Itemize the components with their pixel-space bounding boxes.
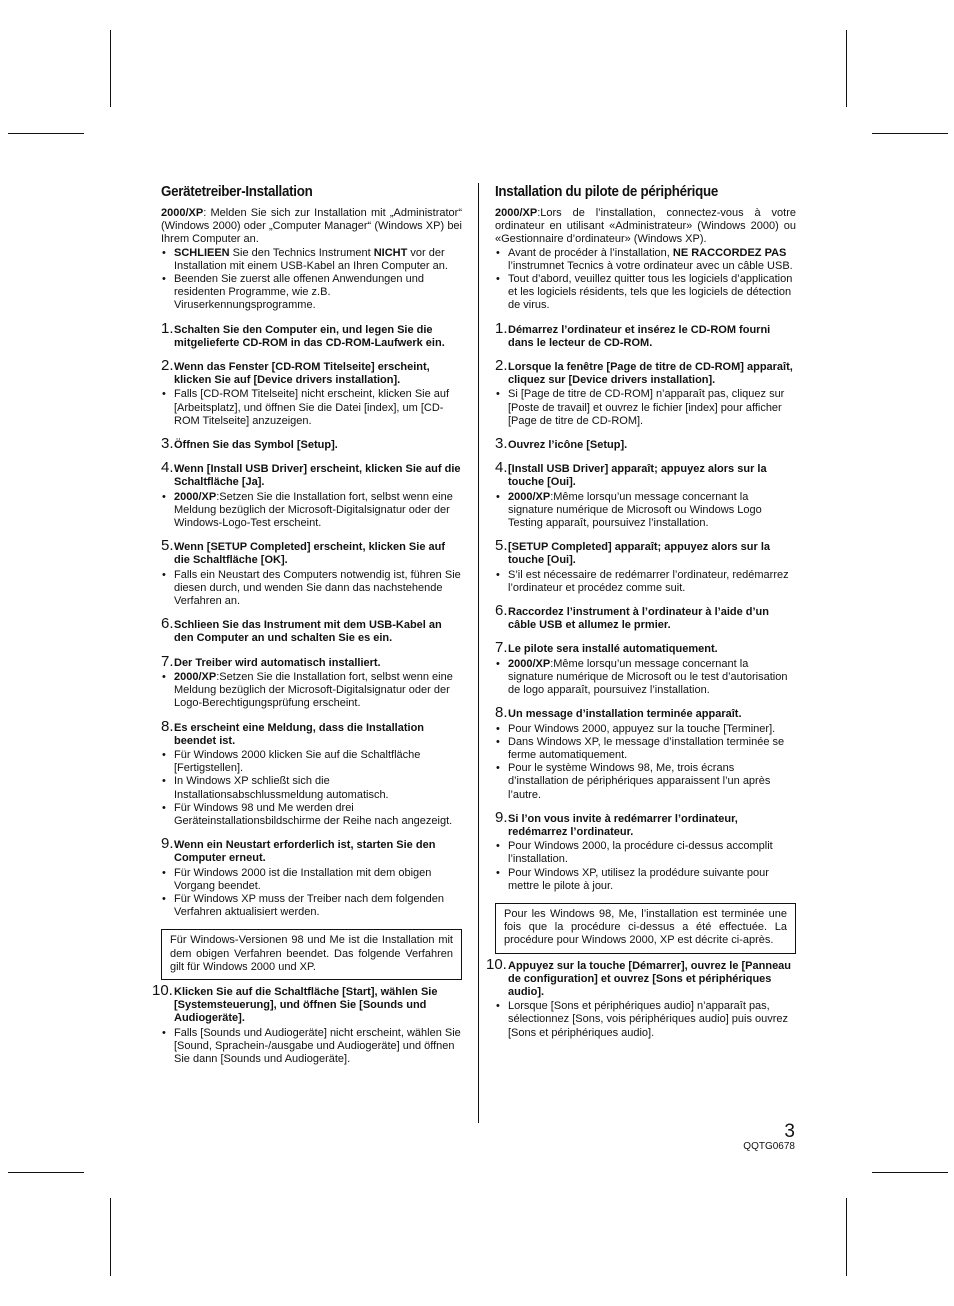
crop-mark-bottom-right-horizontal: [872, 1172, 948, 1173]
step: [161, 717, 462, 829]
intro-paragraph: [495, 207, 796, 247]
step-list: [161, 319, 462, 920]
step-number: 1.: [161, 319, 174, 337]
list-item: [495, 388, 796, 428]
step-number: 7.: [495, 639, 508, 657]
step-number: 8.: [161, 717, 174, 735]
bullet-text: Pour Windows 2000, la procédure ci-dessus accomplit l’installation.: [508, 840, 773, 866]
section-title: Installation du pilote de périphérique: [495, 184, 718, 200]
step-instruction: Der Treiber wird automatisch installiert.: [174, 656, 381, 669]
prerequisite-list: [495, 247, 796, 313]
list-item: [495, 1000, 796, 1040]
step-instruction: Un message d’installation terminée apparaît.: [508, 708, 742, 721]
step-instruction: Klicken Sie auf die Schaltfläche [Start], wählen Sie [Systemsteuerung], und öffnen Sie [Sounds und Audiogeräte].: [174, 985, 438, 1025]
intro-label: 2000/XP: [161, 207, 204, 219]
step-notes: [161, 1027, 462, 1067]
step-instruction: Wenn [Install USB Driver] erscheint, klicken Sie auf die Schaltfläche [Ja].: [174, 463, 461, 489]
step-number: 4.: [495, 459, 508, 477]
step-number: 5.: [161, 537, 174, 555]
bullet-text: l’instrumnet Tecnics à votre ordinateur avec un câble USB.: [508, 259, 793, 272]
step: [161, 537, 462, 608]
list-item: [161, 247, 462, 273]
step: [495, 639, 796, 697]
list-item: [495, 273, 796, 313]
emphasis: NICHT: [373, 246, 408, 259]
list-item: [161, 273, 462, 313]
step: [161, 652, 462, 711]
step: [161, 319, 462, 350]
step-instruction: Démarrez l’ordinateur et insérez le CD-ROM fourni dans le lecteur de CD-ROM.: [508, 323, 771, 349]
crop-mark-top-right-horizontal: [872, 133, 948, 134]
step-number: 4.: [161, 459, 174, 477]
list-item: [495, 658, 796, 698]
list-item: [161, 802, 462, 828]
bullet-text: Sie den Technics Instrument: [229, 246, 374, 259]
column-german: [152, 183, 462, 1066]
step-notes: [495, 569, 796, 595]
step-number: 2.: [161, 357, 174, 375]
step: [161, 435, 462, 453]
step: [495, 808, 796, 893]
step: [161, 615, 462, 645]
bullet-text: Falls [CD-ROM Titelseite] nicht erscheint, klicken Sie auf [Arbeitsplatz], und öffnen Sie die Datei [index], um [CD-ROM Titelseite] anzuzeigen.: [174, 388, 450, 427]
step-list: [495, 319, 796, 893]
list-item: [161, 671, 462, 711]
step-number: 10.: [152, 981, 173, 999]
step-number: 8.: [495, 704, 508, 722]
bullet-text: S’il est nécessaire de redémarrer l’ordinateur, redémarrez l’ordinateur et procédez comme suit.: [508, 568, 789, 594]
bullet-text: Pour Windows 2000, appuyez sur la touche [Terminer].: [508, 722, 776, 735]
step-notes: [495, 388, 796, 428]
step-instruction: Ouvrez l’icône [Setup].: [508, 439, 628, 452]
emphasis: SCHLIEEN: [174, 246, 230, 259]
bullet-text: Tout d’abord, veuillez quitter tous les logiciels d’application et les logiciels résidents, tels que les logiciels de détection de virus.: [508, 273, 793, 312]
step-number: 6.: [495, 602, 508, 620]
step-instruction: Appuyez sur la touche [Démarrer], ouvrez le [Panneau de configuration] et ouvrez [Sons et périphériques audio].: [508, 959, 792, 998]
emphasis: NE RACCORDEZ PAS: [672, 246, 787, 259]
list-item: [161, 775, 462, 801]
step-10-container: [152, 981, 462, 1066]
crop-mark-bottom-left-vertical: [110, 1198, 111, 1276]
bullet-text: Für Windows 2000 ist die Installation mit dem obigen Vorgang beendet.: [174, 866, 432, 892]
step: [495, 435, 796, 453]
crop-mark-top-left-vertical: [110, 30, 111, 107]
bullet-text: :Setzen Sie die Installation fort, selbst wenn eine Meldung bezüglich der Microsoft-Digitalsignatur oder der Logo-Berechtigungsprüfung erscheint.: [174, 670, 453, 710]
step: [495, 459, 796, 530]
step-number: 9.: [495, 808, 508, 826]
bullet-text: Si [Page de titre de CD-ROM] n’apparaît pas, cliquez sur [Poste de travail] et ouvrez le fichier [index] pour afficher [Page de titre de CD-ROM].: [508, 388, 785, 427]
list-item: [495, 247, 796, 273]
list-item: [495, 569, 796, 595]
list-item: [495, 491, 796, 531]
step: [495, 537, 796, 595]
list-item: [495, 723, 796, 736]
step-instruction: [SETUP Completed] apparaît; appuyez alors sur la touche [Oui].: [508, 541, 771, 567]
column-french: [486, 183, 796, 1040]
step-number: 3.: [495, 435, 508, 453]
step-instruction: Wenn ein Neustart erforderlich ist, starten Sie den Computer erneut.: [174, 839, 436, 865]
step-notes: [495, 491, 796, 531]
document-code: QQTG0678: [743, 1141, 795, 1152]
bullet-text: Lorsque [Sons et périphériques audio] n’apparaît pas, sélectionnez [Sons, vois périphériques audio] puis ouvrez [Sons et périphériques audio].: [508, 1000, 789, 1039]
bullet-text: Dans Windows XP, le message d’installation terminée se ferme automatiquement.: [508, 735, 785, 761]
os-label: 2000/XP: [174, 670, 217, 683]
bullet-text: Für Windows 98 und Me werden drei Geräteinstallationsbildschirme der Reihe nach angezeigt.: [174, 801, 453, 827]
intro-text: :Lors de l’installation, connectez-vous à votre ordinateur en utilisant «Administrateur» (Windows 2000) ou «Gestionnaire d’ordinateur» (Windows XP).: [495, 207, 796, 246]
step-notes: [161, 867, 462, 920]
step-notes: [495, 723, 796, 802]
column-divider: [478, 183, 479, 1123]
list-item: [161, 569, 462, 609]
intro-paragraph: [161, 207, 462, 247]
step-number: 7.: [161, 652, 174, 670]
section-title: Gerätetreiber-Installation: [161, 184, 313, 200]
bullet-text: Für Windows XP muss der Treiber nach dem folgenden Verfahren aktualisiert werden.: [174, 892, 445, 919]
step-number: 9.: [161, 835, 174, 853]
step-notes: [495, 840, 796, 893]
step-instruction: Wenn [SETUP Completed] erscheint, klicken Sie auf die Schaltfläche [OK].: [174, 541, 445, 567]
bullet-text: :Même lorsqu’un message concernant la signature numérique de Microsoft ou Windows Logo Testing apparaît, poursuivez l’installation.: [508, 490, 762, 530]
list-item: [161, 491, 462, 531]
step-10-container: [486, 955, 796, 1040]
os-label: 2000/XP: [508, 657, 551, 670]
step: [486, 955, 796, 1040]
crop-mark-top-right-vertical: [846, 30, 847, 107]
bullet-text: Pour Windows XP, utilisez la prodédure suivante pour mettre le pilote à jour.: [508, 866, 769, 892]
step: [495, 319, 796, 350]
bullet-text: :Setzen Sie die Installation fort, selbst wenn eine Meldung bezüglich der Microsoft-Digitalsignatur oder der Windows-Logo-Test erscheint.: [174, 490, 453, 530]
page-number: 3: [784, 1121, 795, 1142]
step-notes: [161, 388, 462, 428]
list-item: [161, 1027, 462, 1067]
intro-label: 2000/XP: [495, 207, 538, 219]
step-number: 10.: [486, 955, 507, 973]
step-instruction: Raccordez l’instrument à l’ordinateur à l’aide d’un câble USB et allumez le prmier.: [508, 606, 769, 632]
bullet-text: Beenden Sie zuerst alle offenen Anwendungen und residenten Programme, wie z.B. Viruserkennungsprogramme.: [174, 273, 424, 312]
bullet-text: :Même lorsqu’un message concernant la signature numérique de Microsoft ou le test d’autorisation de logo apparaît, poursuivez l’installation.: [508, 657, 788, 697]
step: [495, 704, 796, 801]
step-notes: [161, 671, 462, 711]
step-notes: [495, 658, 796, 698]
step-number: 6.: [161, 615, 174, 633]
list-item: [495, 840, 796, 866]
step-number: 3.: [161, 435, 174, 453]
step-instruction: Schalten Sie den Computer ein, und legen Sie die mitgelieferte CD-ROM in das CD-ROM-Laufwerk ein.: [174, 323, 445, 349]
list-item: [161, 867, 462, 893]
step-number: 1.: [495, 319, 508, 337]
note-box: Pour les Windows 98, Me, l’installation est terminée une fois que la procédure ci-dessus a été effectuée. La procédure pour Windows 2000, XP est décrite ci-après.: [495, 903, 796, 954]
list-item: [161, 388, 462, 428]
bullet-text: Falls ein Neustart des Computers notwendig ist, führen Sie diesen durch, und wenden Sie dann das nachstehende Verfahren an.: [174, 568, 461, 608]
bullet-text: Falls [Sounds und Audiogeräte] nicht erscheint, wählen Sie [Sound, Sprachein-/ausgabe und Audiogeräte] und öffnen Sie dann [Sounds und Audiogeräte].: [174, 1026, 461, 1065]
step-instruction: Wenn das Fenster [CD-ROM Titelseite] erscheint, klicken Sie auf [Device drivers installation].: [174, 361, 430, 387]
prerequisite-list: [161, 247, 462, 313]
step-notes: [161, 491, 462, 531]
list-item: [161, 893, 462, 919]
step-instruction: Lorsque la fenêtre [Page de titre de CD-ROM] apparaît, cliquez sur [Device drivers installation].: [508, 361, 793, 387]
crop-mark-bottom-right-vertical: [846, 1198, 847, 1276]
list-item: [495, 867, 796, 893]
step-instruction: Es erscheint eine Meldung, dass die Installation beendet ist.: [174, 721, 425, 747]
step: [152, 981, 462, 1066]
step-number: 2.: [495, 357, 508, 375]
bullet-text: Pour le système Windows 98, Me, trois écrans d’installation de périphériques apparaissent l’un après l’autre.: [508, 762, 771, 801]
crop-mark-top-left-horizontal: [8, 133, 84, 134]
bullet-text: Avant de procéder à l’installation,: [508, 246, 673, 259]
step-instruction: [Install USB Driver] apparaît; appuyez alors sur la touche [Oui].: [508, 463, 767, 489]
intro-text: : Melden Sie sich zur Installation mit „Administrator“ (Windows 2000) oder „Computer Manager“ (Windows XP) bei Ihrem Computer an.: [161, 207, 462, 246]
step-number: 5.: [495, 537, 508, 555]
step-notes: [161, 569, 462, 609]
bullet-text: In Windows XP schließt sich die Installationsabschlussmeldung automatisch.: [174, 775, 389, 801]
step-instruction: Schlieen Sie das Instrument mit dem USB-Kabel an den Computer an und schalten Sie es ein.: [174, 619, 442, 645]
step-notes: [495, 1000, 796, 1040]
step-instruction: Si l’on vous invite à redémarrer l’ordinateur, redémarrez l’ordinateur.: [508, 812, 738, 838]
bullet-text: Für Windows 2000 klicken Sie auf die Schaltfläche [Fertigstellen].: [174, 748, 421, 775]
note-box: Für Windows-Versionen 98 und Me ist die Installation mit dem obigen Verfahren beendet. Das folgende Verfahren gilt für Windows 2000 und XP.: [161, 929, 462, 980]
step: [495, 602, 796, 632]
list-item: [495, 736, 796, 762]
step-notes: [161, 749, 462, 828]
step: [161, 459, 462, 530]
step-instruction: Le pilote sera installé automatiquement.: [508, 643, 718, 656]
bullet-text: vor der Installation mit einem USB-Kabel an Ihren Computer an.: [174, 246, 448, 272]
list-item: [161, 749, 462, 775]
step: [161, 357, 462, 428]
step: [161, 835, 462, 919]
list-item: [495, 762, 796, 802]
step-instruction: Öffnen Sie das Symbol [Setup].: [174, 439, 338, 452]
os-label: 2000/XP: [174, 490, 217, 503]
os-label: 2000/XP: [508, 490, 551, 503]
crop-mark-bottom-left-horizontal: [8, 1172, 84, 1173]
step: [495, 357, 796, 428]
